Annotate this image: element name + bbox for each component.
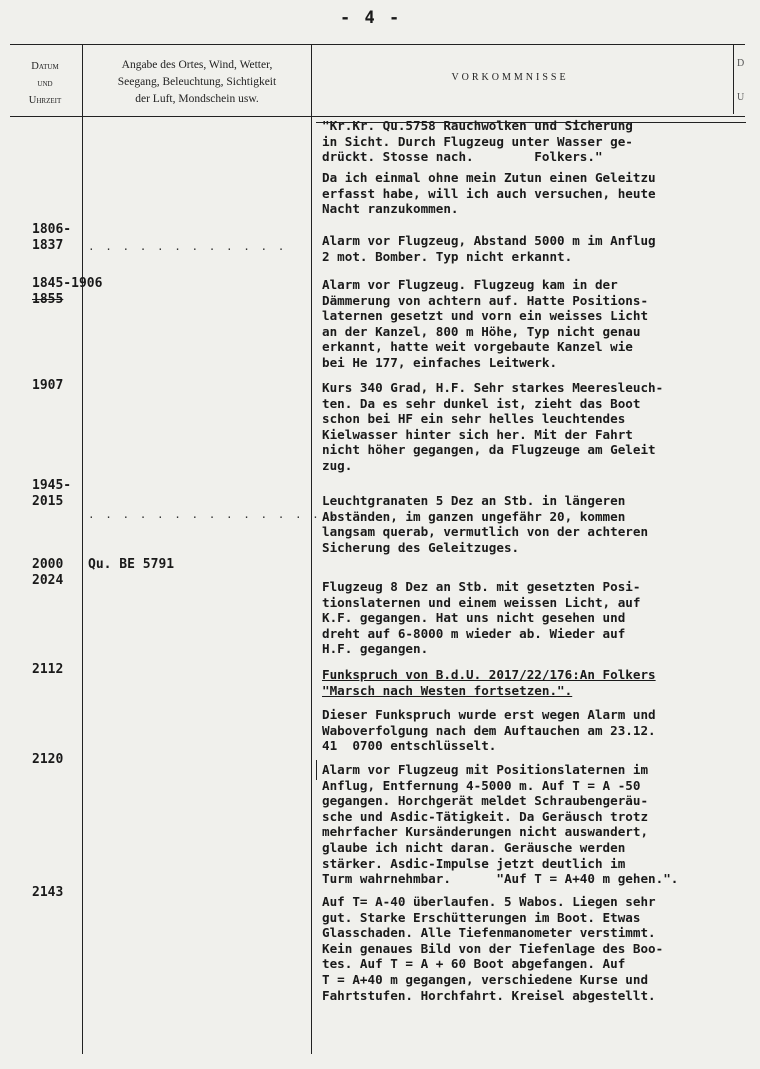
diary-entry: Alarm vor Flugzeug. Flugzeug kam in der Dämmerung von achtern auf. Hatte Positions- laternen gesetzt und vorn ein weisses Licht an der Kanzel, 800 m Höhe, Typ nicht genau erkannt, hatte weit vorgebaute Kanzel wie bei He 177, einfaches Leitwerk. — [322, 277, 649, 370]
diary-entry: Funkspruch von B.d.U. 2017/22/176:An Folkers "Marsch nach Westen fortsetzen.". — [322, 667, 656, 698]
time-leader-dots: . . . . . . . . . . . . — [88, 240, 287, 253]
header-place-line: Angabe des Ortes, Wind, Wetter, — [121, 59, 273, 71]
diary-entry: Alarm vor Flugzeug, Abstand 5000 m im Anflug 2 mot. Bomber. Typ nicht erkannt. — [322, 233, 656, 264]
column-rule-place — [311, 44, 312, 1054]
entry-time: 2112 — [32, 662, 64, 677]
diary-entry: Dieser Funkspruch wurde erst wegen Alarm und Waboverfolgung nach dem Auftauchen am 23.12. 41 0700 entschlüsselt. — [322, 707, 656, 754]
time-leader-dots: . . . . . . . . . . . . . . . — [88, 508, 339, 521]
header-date-line: und — [37, 78, 53, 89]
header-bottom-rule — [10, 116, 745, 117]
header-right-fragment-bottom: U — [737, 92, 745, 103]
diary-entry: Da ich einmal ohne mein Zutun einen Geleitzu erfasst habe, will ich auch versuchen, heute Nacht ranzukommen. — [322, 170, 656, 217]
entry-time: 1907 — [32, 378, 64, 393]
margin-bracket — [316, 760, 317, 780]
column-rule-right — [733, 44, 734, 114]
header-date-column — [10, 58, 80, 109]
diary-entry: "Kr.Kr. Qu.5758 Rauchwolken und Sicherung in Sicht. Durch Flugzeug unter Wasser ge- drückt. Stosse nach. Folkers." — [322, 118, 633, 165]
header-date-line: Datum — [31, 61, 59, 72]
diary-entry: Kurs 340 Grad, H.F. Sehr starkes Meeresleuch- ten. Da es sehr dunkel ist, zieht das Boot schon bei HF ein sehr helles leuchtendes Kielwasser hinter sich her. Mit der Fahrt nicht höher gegangen, da Flugzeuge am Geleit zug. — [322, 380, 664, 473]
header-place-column — [86, 57, 308, 108]
entry-time: 2143 — [32, 885, 64, 900]
column-rule-date — [82, 44, 83, 1054]
header-date-line: Uhrzeit — [28, 95, 62, 106]
diary-entry: Auf T= A-40 überlaufen. 5 Wabos. Liegen sehr gut. Starke Erschütterungen im Boot. Etwas Glasschaden. Alle Tiefenmanometer verstimmt. Kein genaues Bild von der Tiefenlage des Boo- tes. Auf T = A + 60 Boot abgefangen. Auf T = A+40 m gegangen, verschiedene Kurse und Fahrtstufen. Horchfahrt. Kreisel abgestellt. — [322, 894, 664, 1003]
header-place-line: der Luft, Mondschein usw. — [135, 93, 259, 105]
entry-time: 1945- 2015 — [32, 478, 72, 509]
header-right-fragment-top: D — [737, 58, 745, 69]
struck-time: 1855 — [32, 292, 64, 307]
entry-time: 1806- 1837 — [32, 222, 72, 253]
entry-position: Qu. BE 5791 — [88, 557, 175, 572]
page-number: - 4 - — [340, 8, 402, 28]
header-events-column: VORKOMMNISSE — [451, 72, 569, 83]
entry-time: 2120 — [32, 752, 64, 767]
entry-time: 1845-1906 — [32, 276, 103, 291]
diary-entry: Leuchtgranaten 5 Dez an Stb. in längeren Abständen, im ganzen ungefähr 20, kommen langsam querab, vermutlich von der achteren Sicherung des Geleitzuges. — [322, 493, 649, 555]
header-top-rule — [10, 44, 745, 45]
diary-entry: Flugzeug 8 Dez an Stb. mit gesetzten Posi- tionslaternen und einem weissen Licht, auf K.F. gegangen. Hat uns nicht gesehen und dreht auf 6-8000 m wieder ab. Wieder auf H.F. gegangen. — [322, 579, 641, 657]
entry-time: 2000 2024 — [32, 557, 64, 588]
underline-rule — [316, 122, 746, 123]
header-place-line: Seegang, Beleuchtung, Sichtigkeit — [117, 76, 277, 88]
diary-entry: Alarm vor Flugzeug mit Positionslaternen im Anflug, Entfernung 4-5000 m. Auf T = A -50 gegangen. Horchgerät meldet Schraubengeräu- sche und Asdic-Tätigkeit. Da Geräusch trotz mehrfacher Kursänderungen nicht auswandert, glaube ich nicht daran. Geräusche werden stärker. Asdic-Impulse jetzt deutlich im Turm wahrnehmbar. "Auf T = A+40 m gehen.". — [322, 762, 679, 887]
